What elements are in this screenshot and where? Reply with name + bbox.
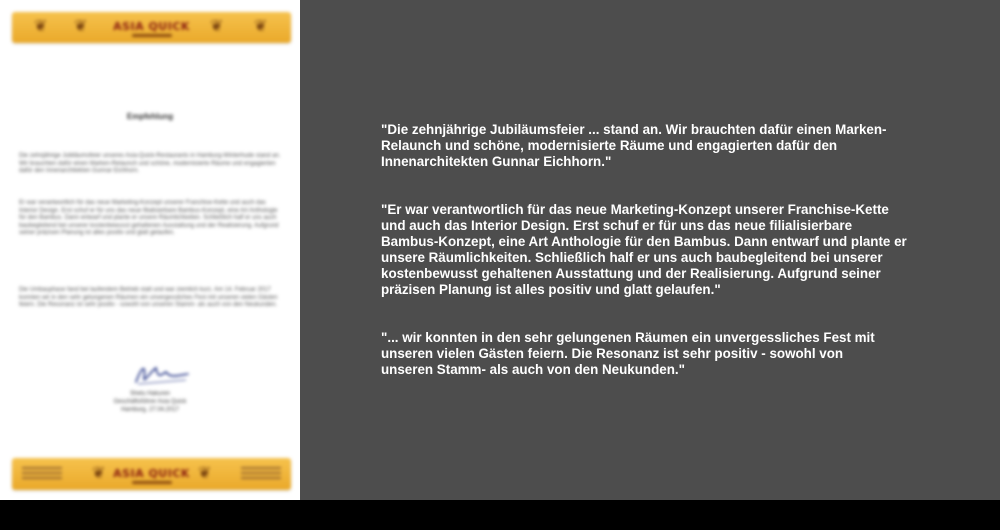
- bamboo-ornament-icon: ❦: [210, 18, 224, 35]
- handwritten-signature: [132, 360, 192, 388]
- bottom-black-bar: [0, 500, 1000, 530]
- recommendation-letter-image: [0, 0, 300, 500]
- letter-footer-banner: [12, 458, 291, 490]
- bamboo-ornament-icon: ❦: [198, 465, 212, 482]
- letter-paragraph: Er war verantwortlich für das neue Marketing-Konzept unserer Franchise-Kette und auch das Interior Design. Erst schuf er für uns das neue filialisierbare Bambus-Konzept, eine Art Anthologie für den Bambus. Dann entwarf und plante er unsere Räumlichkeiten. Schließlich half er uns auch baubegleitend bei unserer kostenbewusst gehaltenen Ausstattung und der Realisierung. Aufgrund seiner präzisen Planung ist alles positiv und glatt gelaufen.: [19, 200, 279, 237]
- testimonial-quote: "Die zehnjährige Jubiläumsfeier ... stand an. Wir brauchten dafür einen Marken- Relaunch und schöne, modernisierte Räume und engagierten dafür den Innenarchitekten Gunnar Eichhorn.": [381, 122, 887, 169]
- footer-contact-block: [241, 467, 281, 482]
- bamboo-ornament-icon: ❦: [34, 18, 48, 35]
- letter-paragraph: Die Umbauphase fand bei laufendem Betrieb statt und war ziemlich kurz. Am 14. Februar 2017 konnten wir in den sehr gelungenen Räumen ein unvergessliches Fest mit unseren vielen Gästen feiern. Die Resonanz ist sehr positiv - sowohl von unseren Stamm- als auch von den Neukunden.: [19, 287, 278, 309]
- letter-content: [0, 0, 300, 500]
- bamboo-ornament-icon: ❦: [74, 18, 88, 35]
- letter-paragraph: Die zehnjährige Jubiläumsfeier unseres Asia-Quick-Restaurants in Hamburg-Winterhude stand an. Wir brauchten dafür einen Marken-Relaunch und schöne, modernisierte Räume und engagierten dafür den Innenarchitekten Gunnar Eichhorn.: [19, 153, 281, 175]
- signer-place-date: Hamburg, 27.04.2017: [120, 407, 180, 413]
- bamboo-ornament-icon: ❦: [92, 465, 106, 482]
- signer-name: Shetu Hakuren: [129, 391, 171, 397]
- bamboo-ornament-icon: ❦: [254, 18, 268, 35]
- letter-heading: Empfehlung: [126, 112, 174, 121]
- brand-logo: ASIA QUICK: [113, 20, 190, 33]
- brand-logo-underline: [132, 481, 172, 484]
- footer-address-block: [22, 467, 62, 482]
- testimonial-quote: "... wir konnten in den sehr gelungenen Räumen ein unvergessliches Fest mit unseren vielen Gästen feiern. Die Resonanz ist sehr positiv - sowohl von unseren Stamm- als auch von den Neukunden.": [381, 330, 875, 377]
- brand-logo-underline: [132, 34, 172, 37]
- testimonial-quote: "Er war verantwortlich für das neue Marketing-Konzept unserer Franchise-Kette und auch das Interior Design. Erst schuf er für uns das neue filialisierbare Bambus-Konzept, eine Art Anthologie für den Bambus. Dann entwarf und plante er unsere Räumlichkeiten. Schließlich half er uns auch baubegleitend bei unserer kostenbewusst gehaltenen Ausstattung und der Realisierung. Aufgrund seiner präzisen Planung ist alles positiv und glatt gelaufen.": [381, 202, 907, 297]
- brand-logo: ASIA QUICK: [113, 467, 190, 480]
- letter-header-banner: [12, 12, 291, 43]
- signer-role: Geschäftsführer Asia Quick: [113, 399, 187, 405]
